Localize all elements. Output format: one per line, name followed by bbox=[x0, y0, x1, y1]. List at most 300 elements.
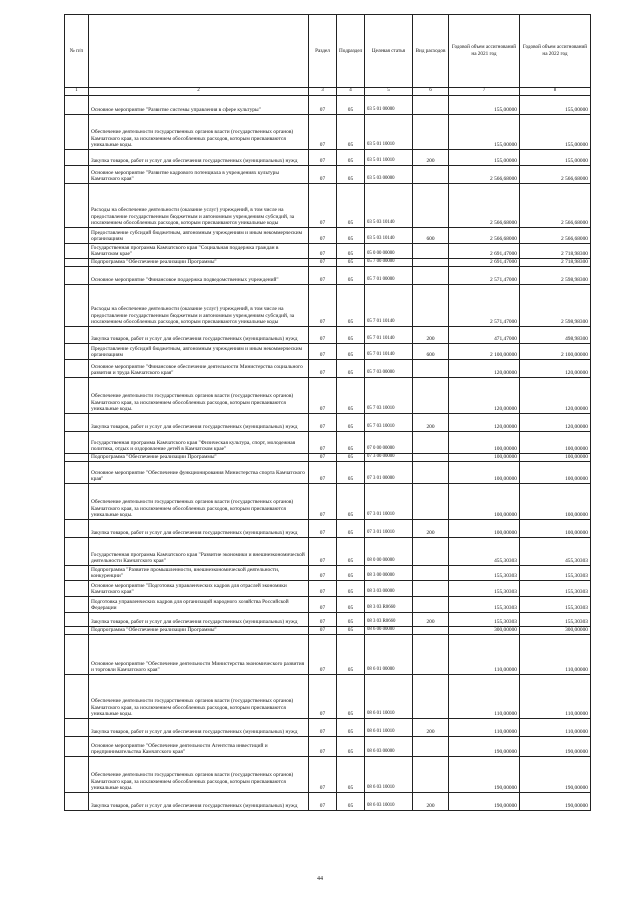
name-cell: Подготовка управленческих кадров для организаций народного хозяйства Российской Федерации bbox=[89, 597, 309, 613]
name-cell: Основное мероприятие "Финансовое поддержка подведомственных учреждений" bbox=[89, 267, 309, 285]
amount-2021-cell: 2 566,68000 bbox=[449, 228, 520, 244]
amount-2022-cell: 155,00000 bbox=[520, 150, 591, 166]
podrazdel-cell: 05 bbox=[337, 150, 365, 166]
podrazdel-cell: 05 bbox=[337, 244, 365, 259]
name-cell: Основное мероприятие "Обеспечение функционирования Министерства спорта Камчатского края" bbox=[89, 462, 309, 484]
table-row bbox=[65, 267, 591, 285]
podrazdel-cell: 05 bbox=[337, 432, 365, 454]
num-cell bbox=[65, 259, 89, 267]
razdel-cell: 07 bbox=[309, 675, 337, 719]
name-cell: Основное мероприятие "Обеспечение деятельности Министерства экономического развития и торговли Камчатского края" bbox=[89, 635, 309, 675]
name-cell: Закупка товаров, работ и услуг для обеспечения государственных (муниципальных) нужд bbox=[89, 327, 309, 344]
vr-cell bbox=[413, 378, 449, 414]
table-row bbox=[65, 627, 591, 635]
amount-2022-cell: 2 566,68000 bbox=[520, 184, 591, 228]
amount-2022-cell: 100,00000 bbox=[520, 454, 591, 462]
table-row bbox=[65, 96, 591, 115]
razdel-cell: 07 bbox=[309, 484, 337, 520]
num-cell bbox=[65, 462, 89, 484]
razdel-cell: 07 bbox=[309, 737, 337, 757]
table-row bbox=[65, 228, 591, 244]
name-cell: Подпрограмма "Обеспечение реализации Программы" bbox=[89, 454, 309, 462]
header-csr: Целевая статья bbox=[365, 15, 413, 88]
name-cell: Закупка товаров, работ и услуг для обеспечения государственных (муниципальных) нужд bbox=[89, 520, 309, 538]
name-cell: Обеспечение деятельности государственных органов власти (государственных органов) Камчатского края, за исключением обособленных расходов, которым присваиваются уникальные коды. bbox=[89, 115, 309, 150]
table-row bbox=[65, 597, 591, 613]
csr-cell: 03 5 01 00000 bbox=[365, 96, 413, 115]
table-row bbox=[65, 344, 591, 360]
table-row bbox=[65, 757, 591, 793]
razdel-cell: 07 bbox=[309, 635, 337, 675]
podrazdel-cell: 05 bbox=[337, 793, 365, 811]
razdel-cell: 07 bbox=[309, 581, 337, 597]
csr-cell: 03 5 01 10010 bbox=[365, 150, 413, 166]
num-cell bbox=[65, 454, 89, 462]
podrazdel-cell: 05 bbox=[337, 566, 365, 581]
table-row bbox=[65, 285, 591, 327]
amount-2021-cell: 155,30303 bbox=[449, 613, 520, 627]
num-cell bbox=[65, 267, 89, 285]
razdel-cell: 07 bbox=[309, 378, 337, 414]
amount-2021-cell: 155,30303 bbox=[449, 581, 520, 597]
vr-cell: 200 bbox=[413, 327, 449, 344]
podrazdel-cell: 05 bbox=[337, 184, 365, 228]
vr-cell bbox=[413, 115, 449, 150]
page-number: 44 bbox=[317, 876, 323, 882]
amount-2022-cell: 2 566,68000 bbox=[520, 166, 591, 184]
razdel-cell: 07 bbox=[309, 115, 337, 150]
num-cell bbox=[65, 285, 89, 327]
table-row bbox=[65, 166, 591, 184]
vr-cell bbox=[413, 184, 449, 228]
name-cell: Расходы на обеспечение деятельности (оказание услуг) учреждений, в том числе на предоставление государственным бюджетным и автономным учреждениям субсидий, за исключением обособленных расходов, которым присваиваются уникальные коды bbox=[89, 285, 309, 327]
table-row bbox=[65, 150, 591, 166]
amount-2022-cell: 120,00000 bbox=[520, 414, 591, 432]
csr-cell: 07 0 00 00000 bbox=[365, 432, 413, 454]
csr-cell: 07 3 01 00000 bbox=[365, 462, 413, 484]
amount-2022-cell: 2 598,98300 bbox=[520, 267, 591, 285]
csr-cell: 07 3 01 10010 bbox=[365, 520, 413, 538]
amount-2022-cell: 120,00000 bbox=[520, 378, 591, 414]
csr-cell: 08 6 03 10010 bbox=[365, 757, 413, 793]
csr-cell: 08 6 00 00000 bbox=[365, 627, 413, 635]
razdel-cell: 07 bbox=[309, 150, 337, 166]
num-cell bbox=[65, 484, 89, 520]
vr-cell bbox=[413, 737, 449, 757]
podrazdel-cell: 05 bbox=[337, 327, 365, 344]
table-row bbox=[65, 462, 591, 484]
csr-cell: 05 7 03 10010 bbox=[365, 378, 413, 414]
podrazdel-cell: 05 bbox=[337, 581, 365, 597]
name-cell: Предоставление субсидий бюджетным, автономным учреждениям и иным некоммерческим организациям bbox=[89, 228, 309, 244]
num-cell bbox=[65, 184, 89, 228]
col-number: 1 bbox=[65, 88, 89, 96]
header-2022: Годовой объем ассигнований на 2022 год bbox=[520, 15, 591, 88]
csr-cell: 08 3 00 00000 bbox=[365, 566, 413, 581]
razdel-cell: 07 bbox=[309, 566, 337, 581]
name-cell: Закупка товаров, работ и услуг для обеспечения государственных (муниципальных) нужд bbox=[89, 613, 309, 627]
razdel-cell: 07 bbox=[309, 719, 337, 737]
razdel-cell: 07 bbox=[309, 432, 337, 454]
col-number: 8 bbox=[520, 88, 591, 96]
num-cell bbox=[65, 150, 89, 166]
vr-cell bbox=[413, 484, 449, 520]
vr-cell bbox=[413, 432, 449, 454]
name-cell: Основное мероприятие "Обеспечение деятельности Агентства инвестиций и предпринимательства Камчатского края" bbox=[89, 737, 309, 757]
vr-cell bbox=[413, 581, 449, 597]
csr-cell: 08 3 03 00000 bbox=[365, 581, 413, 597]
name-cell: Предоставление субсидий бюджетным, автономным учреждениям и иным некоммерческим организациям bbox=[89, 344, 309, 360]
table-row bbox=[65, 520, 591, 538]
header-2021: Годовой объем ассигнований на 2021 год bbox=[449, 15, 520, 88]
csr-cell: 03 5 03 10140 bbox=[365, 184, 413, 228]
col-number: 2 bbox=[89, 88, 309, 96]
amount-2022-cell: 155,30303 bbox=[520, 566, 591, 581]
table-row bbox=[65, 454, 591, 462]
csr-cell: 08 6 03 10010 bbox=[365, 793, 413, 811]
podrazdel-cell: 05 bbox=[337, 719, 365, 737]
amount-2021-cell: 100,00000 bbox=[449, 484, 520, 520]
table-row bbox=[65, 414, 591, 432]
razdel-cell: 07 bbox=[309, 244, 337, 259]
vr-cell: 200 bbox=[413, 793, 449, 811]
podrazdel-cell: 05 bbox=[337, 737, 365, 757]
csr-cell: 03 5 03 00000 bbox=[365, 166, 413, 184]
amount-2021-cell: 2 100,00000 bbox=[449, 344, 520, 360]
vr-cell bbox=[413, 627, 449, 635]
table-row bbox=[65, 484, 591, 520]
vr-cell bbox=[413, 538, 449, 566]
num-cell bbox=[65, 115, 89, 150]
csr-cell: 05 7 01 10140 bbox=[365, 285, 413, 327]
podrazdel-cell: 05 bbox=[337, 115, 365, 150]
amount-2022-cell: 155,30303 bbox=[520, 581, 591, 597]
amount-2021-cell: 2 566,68000 bbox=[449, 166, 520, 184]
amount-2022-cell: 110,00000 bbox=[520, 675, 591, 719]
name-cell: Закупка товаров, работ и услуг для обеспечения государственных (муниципальных) нужд bbox=[89, 793, 309, 811]
amount-2022-cell: 120,00000 bbox=[520, 360, 591, 378]
num-cell bbox=[65, 344, 89, 360]
amount-2022-cell: 498,98300 bbox=[520, 327, 591, 344]
csr-cell: 08 6 01 10010 bbox=[365, 675, 413, 719]
vr-cell: 200 bbox=[413, 150, 449, 166]
podrazdel-cell: 05 bbox=[337, 378, 365, 414]
amount-2022-cell: 2 718,98300 bbox=[520, 244, 591, 259]
amount-2022-cell: 2 598,98300 bbox=[520, 285, 591, 327]
name-cell: Основное мероприятие "Развитие системы управления в сфере культуры" bbox=[89, 96, 309, 115]
header-podrazdel: Подраздел bbox=[337, 15, 365, 88]
csr-cell: 05 7 01 10140 bbox=[365, 327, 413, 344]
csr-cell: 05 7 03 00000 bbox=[365, 360, 413, 378]
num-cell bbox=[65, 627, 89, 635]
amount-2021-cell: 2 571,47000 bbox=[449, 267, 520, 285]
amount-2022-cell: 100,00000 bbox=[520, 462, 591, 484]
amount-2021-cell: 100,00000 bbox=[449, 454, 520, 462]
amount-2021-cell: 110,00000 bbox=[449, 635, 520, 675]
table-row bbox=[65, 432, 591, 454]
podrazdel-cell: 05 bbox=[337, 285, 365, 327]
num-cell bbox=[65, 166, 89, 184]
table-row bbox=[65, 184, 591, 228]
table-row bbox=[65, 115, 591, 150]
table-row bbox=[65, 538, 591, 566]
name-cell: Обеспечение деятельности государственных органов власти (государственных органов) Камчатского края, за исключением обособленных расходов, которым присваиваются уникальные коды. bbox=[89, 757, 309, 793]
num-cell bbox=[65, 327, 89, 344]
num-cell bbox=[65, 378, 89, 414]
col-number: 3 bbox=[309, 88, 337, 96]
num-cell bbox=[65, 96, 89, 115]
podrazdel-cell: 05 bbox=[337, 635, 365, 675]
table-row bbox=[65, 675, 591, 719]
amount-2021-cell: 120,00000 bbox=[449, 360, 520, 378]
amount-2022-cell: 2 718,98300 bbox=[520, 259, 591, 267]
num-cell bbox=[65, 597, 89, 613]
amount-2021-cell: 300,00000 bbox=[449, 627, 520, 635]
amount-2022-cell: 100,00000 bbox=[520, 520, 591, 538]
vr-cell: 600 bbox=[413, 344, 449, 360]
vr-cell: 600 bbox=[413, 228, 449, 244]
razdel-cell: 07 bbox=[309, 627, 337, 635]
razdel-cell: 07 bbox=[309, 520, 337, 538]
vr-cell bbox=[413, 166, 449, 184]
podrazdel-cell: 05 bbox=[337, 538, 365, 566]
num-cell bbox=[65, 520, 89, 538]
amount-2021-cell: 2 691,47000 bbox=[449, 259, 520, 267]
num-cell bbox=[65, 613, 89, 627]
razdel-cell: 07 bbox=[309, 462, 337, 484]
podrazdel-cell: 05 bbox=[337, 484, 365, 520]
num-cell bbox=[65, 719, 89, 737]
header-vr: Вид расходов bbox=[413, 15, 449, 88]
razdel-cell: 07 bbox=[309, 613, 337, 627]
table-row bbox=[65, 793, 591, 811]
amount-2021-cell: 155,00000 bbox=[449, 96, 520, 115]
table-row bbox=[65, 566, 591, 581]
amount-2021-cell: 110,00000 bbox=[449, 719, 520, 737]
num-cell bbox=[65, 360, 89, 378]
vr-cell bbox=[413, 267, 449, 285]
razdel-cell: 07 bbox=[309, 454, 337, 462]
podrazdel-cell: 05 bbox=[337, 228, 365, 244]
amount-2022-cell: 155,30303 bbox=[520, 613, 591, 627]
amount-2021-cell: 190,00000 bbox=[449, 793, 520, 811]
amount-2021-cell: 100,00000 bbox=[449, 432, 520, 454]
table-row bbox=[65, 635, 591, 675]
amount-2022-cell: 110,00000 bbox=[520, 719, 591, 737]
csr-cell: 08 6 01 10010 bbox=[365, 719, 413, 737]
table-row bbox=[65, 737, 591, 757]
podrazdel-cell: 05 bbox=[337, 627, 365, 635]
razdel-cell: 07 bbox=[309, 259, 337, 267]
vr-cell: 200 bbox=[413, 520, 449, 538]
num-cell bbox=[65, 538, 89, 566]
table-row bbox=[65, 327, 591, 344]
vr-cell bbox=[413, 635, 449, 675]
razdel-cell: 07 bbox=[309, 96, 337, 115]
amount-2021-cell: 120,00000 bbox=[449, 414, 520, 432]
amount-2021-cell: 155,00000 bbox=[449, 115, 520, 150]
razdel-cell: 07 bbox=[309, 360, 337, 378]
name-cell: Обеспечение деятельности государственных органов власти (государственных органов) Камчатского края, за исключением обособленных расходов, которым присваиваются уникальные коды. bbox=[89, 675, 309, 719]
csr-cell: 08 3 03 R0660 bbox=[365, 613, 413, 627]
amount-2022-cell: 300,00000 bbox=[520, 627, 591, 635]
vr-cell bbox=[413, 675, 449, 719]
razdel-cell: 07 bbox=[309, 344, 337, 360]
col-number: 6 bbox=[413, 88, 449, 96]
amount-2021-cell: 190,00000 bbox=[449, 737, 520, 757]
num-cell bbox=[65, 635, 89, 675]
csr-cell: 07 3 01 10010 bbox=[365, 484, 413, 520]
table-row bbox=[65, 244, 591, 259]
vr-cell bbox=[413, 454, 449, 462]
num-cell bbox=[65, 566, 89, 581]
amount-2022-cell: 2 100,00000 bbox=[520, 344, 591, 360]
amount-2021-cell: 100,00000 bbox=[449, 462, 520, 484]
amount-2022-cell: 455,30303 bbox=[520, 538, 591, 566]
vr-cell bbox=[413, 285, 449, 327]
razdel-cell: 07 bbox=[309, 267, 337, 285]
table-row bbox=[65, 613, 591, 627]
vr-cell bbox=[413, 259, 449, 267]
amount-2022-cell: 190,00000 bbox=[520, 757, 591, 793]
name-cell: Государственная программа Камчатского края "Социальная поддержка граждан в Камчатском крае" bbox=[89, 244, 309, 259]
razdel-cell: 07 bbox=[309, 793, 337, 811]
amount-2021-cell: 155,00000 bbox=[449, 150, 520, 166]
podrazdel-cell: 05 bbox=[337, 360, 365, 378]
vr-cell: 200 bbox=[413, 613, 449, 627]
vr-cell bbox=[413, 597, 449, 613]
podrazdel-cell: 05 bbox=[337, 344, 365, 360]
amount-2022-cell: 2 566,68000 bbox=[520, 228, 591, 244]
podrazdel-cell: 05 bbox=[337, 675, 365, 719]
name-cell: Основное мероприятие "Подготовка управленческих кадров для отраслей экономики Камчатского края" bbox=[89, 581, 309, 597]
csr-cell: 08 6 01 00000 bbox=[365, 635, 413, 675]
name-cell: Государственная программа Камчатского края "Физическая культура, спорт, молодежная политика, отдых и оздоровление детей в Камчатском крае" bbox=[89, 432, 309, 454]
amount-2022-cell: 100,00000 bbox=[520, 432, 591, 454]
header-razdel: Раздел bbox=[309, 15, 337, 88]
table-row bbox=[65, 581, 591, 597]
csr-cell: 05 7 01 10140 bbox=[365, 344, 413, 360]
table-row bbox=[65, 378, 591, 414]
name-cell: Закупка товаров, работ и услуг для обеспечения государственных (муниципальных) нужд bbox=[89, 150, 309, 166]
amount-2022-cell: 190,00000 bbox=[520, 793, 591, 811]
amount-2021-cell: 110,00000 bbox=[449, 675, 520, 719]
name-cell: Обеспечение деятельности государственных органов власти (государственных органов) Камчатского края, за исключением обособленных расходов, которым присваиваются уникальные коды. bbox=[89, 378, 309, 414]
name-cell: Основное мероприятие "Финансовое обеспечение деятельности Министерства социального развития и труда Камчатского края" bbox=[89, 360, 309, 378]
column-number-row bbox=[65, 88, 591, 96]
podrazdel-cell: 05 bbox=[337, 166, 365, 184]
amount-2021-cell: 190,00000 bbox=[449, 757, 520, 793]
amount-2022-cell: 100,00000 bbox=[520, 484, 591, 520]
razdel-cell: 07 bbox=[309, 414, 337, 432]
vr-cell bbox=[413, 462, 449, 484]
csr-cell: 08 6 03 00000 bbox=[365, 737, 413, 757]
amount-2021-cell: 471,47000 bbox=[449, 327, 520, 344]
vr-cell: 200 bbox=[413, 719, 449, 737]
amount-2022-cell: 190,00000 bbox=[520, 737, 591, 757]
amount-2021-cell: 2 566,68000 bbox=[449, 184, 520, 228]
vr-cell bbox=[413, 757, 449, 793]
name-cell: Основное мероприятие "Развитие кадрового потенциала в учреждениях культуры Камчатского края" bbox=[89, 166, 309, 184]
csr-cell: 07 3 00 00000 bbox=[365, 454, 413, 462]
num-cell bbox=[65, 757, 89, 793]
podrazdel-cell: 05 bbox=[337, 597, 365, 613]
table-row bbox=[65, 719, 591, 737]
name-cell: Подпрограмма "Обеспечение реализации Программы" bbox=[89, 627, 309, 635]
vr-cell: 200 bbox=[413, 414, 449, 432]
col-number: 7 bbox=[449, 88, 520, 96]
razdel-cell: 07 bbox=[309, 597, 337, 613]
amount-2021-cell: 155,30303 bbox=[449, 597, 520, 613]
num-cell bbox=[65, 244, 89, 259]
csr-cell: 05 7 01 00000 bbox=[365, 267, 413, 285]
header-row bbox=[65, 15, 591, 88]
csr-cell: 05 7 00 00000 bbox=[365, 259, 413, 267]
razdel-cell: 07 bbox=[309, 327, 337, 344]
podrazdel-cell: 05 bbox=[337, 454, 365, 462]
col-number: 4 bbox=[337, 88, 365, 96]
table-row bbox=[65, 360, 591, 378]
name-cell: Закупка товаров, работ и услуг для обеспечения государственных (муниципальных) нужд bbox=[89, 719, 309, 737]
amount-2022-cell: 110,00000 bbox=[520, 635, 591, 675]
table-row bbox=[65, 259, 591, 267]
num-cell bbox=[65, 581, 89, 597]
podrazdel-cell: 05 bbox=[337, 414, 365, 432]
podrazdel-cell: 05 bbox=[337, 462, 365, 484]
amount-2021-cell: 155,30303 bbox=[449, 566, 520, 581]
num-cell bbox=[65, 793, 89, 811]
amount-2021-cell: 120,00000 bbox=[449, 378, 520, 414]
amount-2021-cell: 100,00000 bbox=[449, 520, 520, 538]
podrazdel-cell: 05 bbox=[337, 520, 365, 538]
vr-cell bbox=[413, 96, 449, 115]
csr-cell: 05 0 00 00000 bbox=[365, 244, 413, 259]
amount-2021-cell: 2 571,47000 bbox=[449, 285, 520, 327]
amount-2021-cell: 2 691,47000 bbox=[449, 244, 520, 259]
name-cell: Расходы на обеспечение деятельности (оказание услуг) учреждений, в том числе на предоставление государственным бюджетным и автономным учреждениям субсидий, за исключением обособленных расходов, которым присваиваются уникальные коды bbox=[89, 184, 309, 228]
num-cell bbox=[65, 228, 89, 244]
budget-table bbox=[64, 14, 591, 811]
header-num: № п/п bbox=[65, 15, 89, 88]
col-number: 5 bbox=[365, 88, 413, 96]
vr-cell bbox=[413, 360, 449, 378]
csr-cell: 03 5 03 10140 bbox=[365, 228, 413, 244]
podrazdel-cell: 05 bbox=[337, 96, 365, 115]
name-cell: Подпрограмма "Обеспечение реализации Программы" bbox=[89, 259, 309, 267]
num-cell bbox=[65, 737, 89, 757]
razdel-cell: 07 bbox=[309, 166, 337, 184]
amount-2022-cell: 155,00000 bbox=[520, 115, 591, 150]
amount-2021-cell: 455,30303 bbox=[449, 538, 520, 566]
podrazdel-cell: 05 bbox=[337, 613, 365, 627]
razdel-cell: 07 bbox=[309, 285, 337, 327]
name-cell: Государственная программа Камчатского края "Развитие экономики и внешнеэкономической деятельности Камчатского края" bbox=[89, 538, 309, 566]
podrazdel-cell: 05 bbox=[337, 757, 365, 793]
razdel-cell: 07 bbox=[309, 538, 337, 566]
csr-cell: 05 7 03 10010 bbox=[365, 414, 413, 432]
num-cell bbox=[65, 432, 89, 454]
num-cell bbox=[65, 414, 89, 432]
razdel-cell: 07 bbox=[309, 757, 337, 793]
csr-cell: 08 3 03 R0660 bbox=[365, 597, 413, 613]
name-cell: Обеспечение деятельности государственных органов власти (государственных органов) Камчатского края, за исключением обособленных расходов, которым присваиваются уникальные коды. bbox=[89, 484, 309, 520]
name-cell: Закупка товаров, работ и услуг для обеспечения государственных (муниципальных) нужд bbox=[89, 414, 309, 432]
podrazdel-cell: 05 bbox=[337, 259, 365, 267]
name-cell: Подпрограмма "Развитие промышленности, внешнеэкономической деятельности, конкуренции" bbox=[89, 566, 309, 581]
vr-cell bbox=[413, 566, 449, 581]
vr-cell bbox=[413, 244, 449, 259]
podrazdel-cell: 05 bbox=[337, 267, 365, 285]
